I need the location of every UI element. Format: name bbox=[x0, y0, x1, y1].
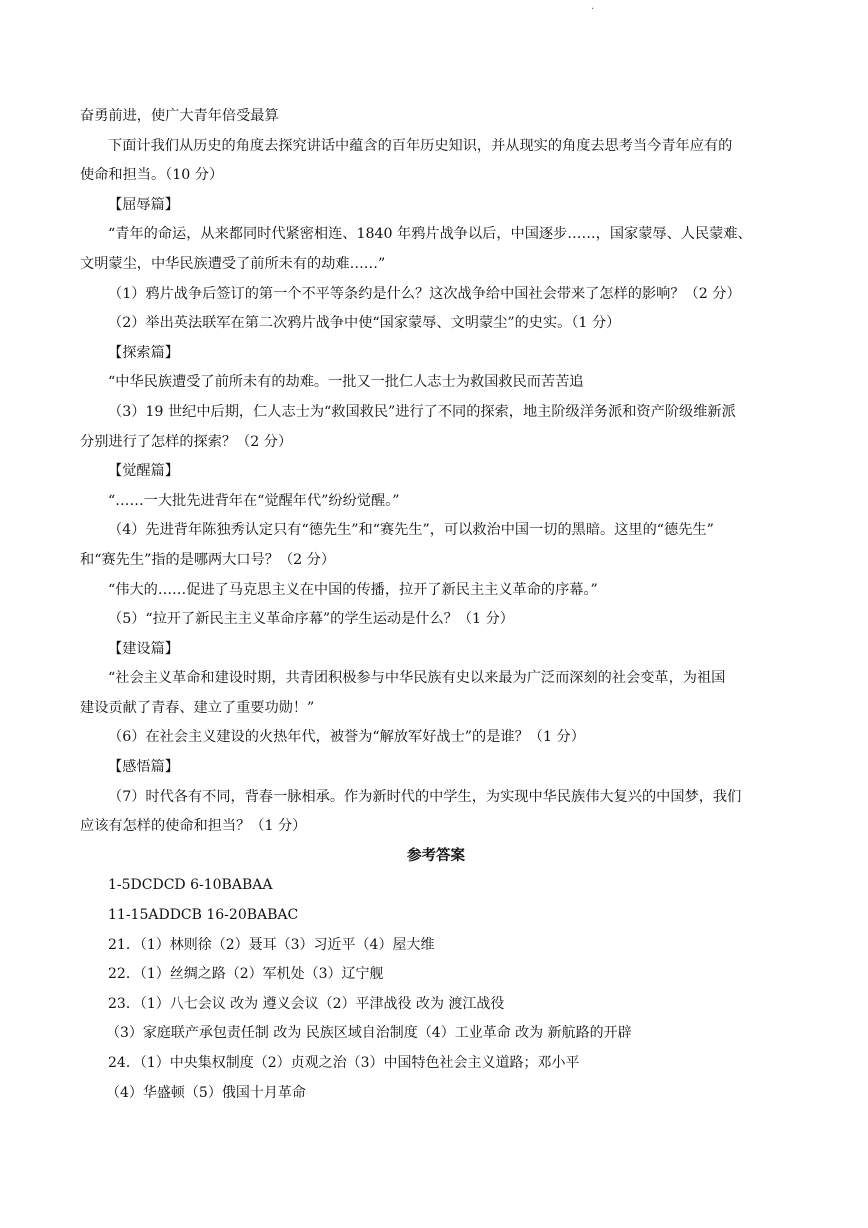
sub-question: （7）时代各有不同，背春一脉相承。作为新时代的中学生，为实现中华民族伟大复兴的中国梦，我们 bbox=[108, 788, 742, 805]
answer-line: 11-15ADDCB 16-20BABAC bbox=[108, 907, 299, 924]
sub-question: （5）“拉开了新民主主义革命序幕”的学生运动是什么？（1 分） bbox=[108, 611, 514, 628]
sub-question: （2）举出英法联军在第二次鸦片战争中使“国家蒙辱、文明蒙尘”的史实。（1 分） bbox=[108, 315, 621, 332]
answer-line: 23．（1）八七会议 改为 遵义会议（2）平津战役 改为 渡江战役 bbox=[108, 995, 505, 1012]
sub-question: （3）19 世纪中后期，仁人志士为“救国救民”进行了不同的探索，地主阶级洋务派和资产阶级维新派 bbox=[108, 403, 736, 420]
answer-line: 21．（1）林则徐（2）聂耳（3）习近平（4）屋大维 bbox=[108, 936, 435, 953]
answer-line: 22．（1）丝绸之路（2）军机处（3）辽宁舰 bbox=[108, 966, 384, 983]
answer-line: 24．（1）中央集权制度（2）贞观之治（3）中国特色社会主义道路；邓小平 bbox=[108, 1055, 580, 1071]
text-line: 奋勇前进，使广大青年倍受最算 bbox=[80, 108, 279, 124]
quote-line: “青年的命运，从来都同时代紧密相连、1840 年鸦片战争以后，中国逐步……，国家蒙辱、人民蒙难、 bbox=[108, 226, 752, 243]
answer-line: （3）家庭联产承包责任制 改为 民族区域自治制度（4）工业革命 改为 新航路的开辟 bbox=[106, 1025, 632, 1042]
sub-question: 分别进行了怎样的探索？（2 分） bbox=[80, 433, 293, 450]
section-heading-exploration: 【探索篇】 bbox=[108, 344, 179, 361]
sub-question: 和“赛先生”指的是哪两大口号？（2 分） bbox=[80, 551, 336, 568]
answer-line: 1-5DCDCD 6-10BABAA bbox=[108, 877, 273, 894]
quote-line: “中华民族遭受了前所未有的劫难。一批又一批仁人志士为救国救民而苦苦追 bbox=[108, 374, 584, 391]
document-body bbox=[80, 102, 792, 1108]
section-heading-awakening: 【觉醒篇】 bbox=[108, 463, 179, 480]
quote-line: 文明蒙尘，中华民族遭受了前所未有的劫难……” bbox=[80, 255, 386, 272]
section-heading-construction: 【建设篇】 bbox=[108, 640, 179, 657]
quote-line: “社会主义革命和建设时期，共青团积极参与中华民族有史以来最为广泛而深刻的社会变革，为祖国 bbox=[108, 670, 726, 687]
answers-list bbox=[80, 871, 792, 1108]
text-line: 下面计我们从历史的角度去探究讲话中蕴含的百年历史知识，并从现实的角度去思考当今青年应有的 bbox=[108, 137, 733, 154]
section-heading-reflection: 【感悟篇】 bbox=[108, 759, 179, 776]
answers-title: 参考答案 bbox=[407, 847, 465, 864]
sub-question: （1）鸦片战争后签订的第一个不平等条约是什么？这次战争给中国社会带来了怎样的影响？（2 分） bbox=[108, 285, 741, 302]
sub-question: （4）先进背年陈独秀认定只有“德先生”和“赛先生”，可以救治中国一切的黑暗。这里的“德先生” bbox=[108, 522, 714, 539]
header-dot: · bbox=[591, 4, 595, 15]
text-line: 使命和担当。（10 分） bbox=[80, 167, 224, 184]
answer-line: （4）华盛顿（5）俄国十月革命 bbox=[106, 1084, 306, 1101]
sub-question: 应该有怎样的使命和担当？（1 分） bbox=[80, 818, 307, 835]
quote-line: “……一大批先进背年在“觉醒年代”纷纷觉醒。” bbox=[108, 492, 400, 509]
quote-line: “伟大的……促进了马克思主义在中国的传播，拉开了新民主主义革命的序幕。” bbox=[108, 581, 598, 598]
sub-question: （6）在社会主义建设的火热年代，被誉为“解放军好战士”的是谁？（1 分） bbox=[108, 729, 585, 746]
quote-line: 建设贡献了青春、建立了重要功勋！” bbox=[80, 699, 315, 716]
section-heading-humiliation: 【屈辱篇】 bbox=[108, 196, 179, 213]
